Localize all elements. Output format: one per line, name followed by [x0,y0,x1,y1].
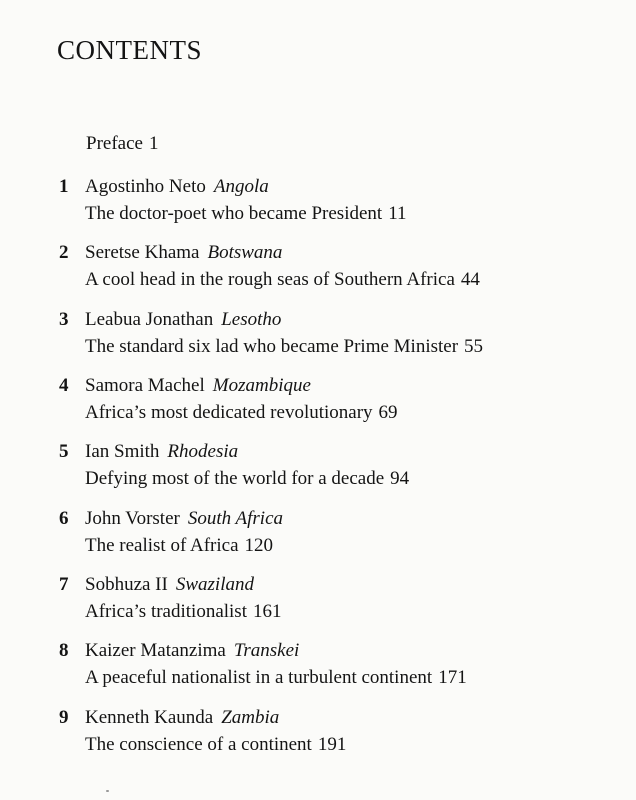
country-name: Lesotho [221,309,282,330]
chapter-description: The standard six lad who became Prime Minister [85,336,459,357]
preface-entry [86,134,158,153]
chapter-number: 5 [59,441,69,462]
chapter-number: 6 [59,508,69,529]
chapter-description: A cool head in the rough seas of Southern Africa [85,269,455,290]
country-name: Swaziland [175,574,254,595]
leader-name: Kenneth Kaunda [85,707,214,728]
page-number: 55 [464,336,484,357]
country-name: South Africa [187,508,284,529]
leader-name: Seretse Khama [85,242,200,263]
page-number: 161 [252,601,282,622]
leader-name: Ian Smith [85,441,160,462]
chapter-number: 9 [59,707,69,728]
paper-speck [106,790,109,792]
leader-name: John Vorster [85,508,180,529]
leader-name: Leabua Jonathan [85,309,214,330]
page-number: 44 [460,269,480,290]
chapter-description: A peaceful nationalist in a turbulent continent [85,667,433,688]
chapter-number: 4 [59,375,69,396]
page-number: 94 [390,468,410,489]
chapter-number: 3 [59,309,69,330]
country-name: Rhodesia [167,441,239,462]
page-number: 69 [378,402,398,423]
leader-name: Kaizer Matanzima [85,640,226,661]
chapter-description: Africa’s traditionalist [85,601,247,622]
preface-page-number: 1 [148,133,159,154]
country-name: Zambia [221,707,280,728]
chapter-description: The realist of Africa [85,535,239,556]
page-number: 120 [244,535,274,556]
chapter-number: 7 [59,574,69,595]
country-name: Mozambique [212,375,311,396]
country-name: Angola [213,176,269,197]
country-name: Transkei [233,640,300,661]
chapter-number: 8 [59,640,69,661]
chapter-description: The doctor-poet who became President [85,203,383,224]
leader-name: Sobhuza II [85,574,168,595]
chapter-description: Africa’s most dedicated revolutionary [85,402,373,423]
chapter-description: The conscience of a continent [85,734,312,755]
leader-name: Samora Machel [85,375,205,396]
preface-label: Preface [86,133,143,154]
page-number: 171 [438,667,467,688]
country-name: Botswana [207,242,283,263]
page-title: CONTENTS [57,35,202,65]
chapter-description: Defying most of the world for a decade [85,468,385,489]
page-number: 11 [388,203,407,224]
chapter-number: 2 [59,242,69,263]
page-number: 191 [317,734,347,755]
chapter-number: 1 [59,176,69,197]
leader-name: Agostinho Neto [85,176,206,197]
